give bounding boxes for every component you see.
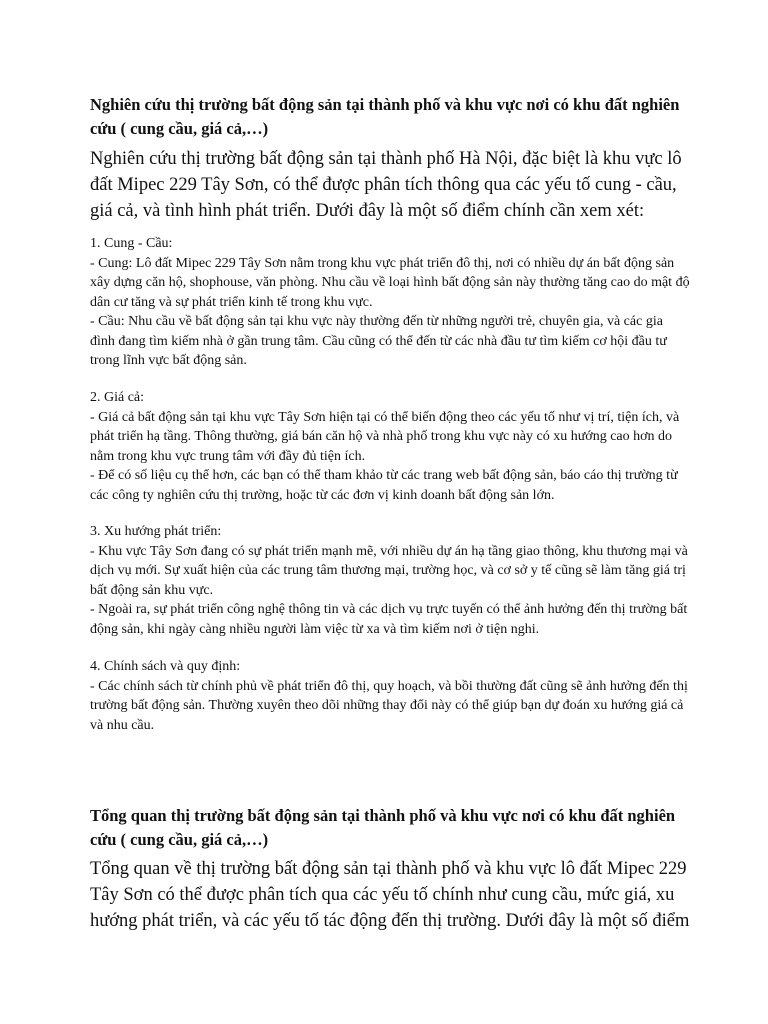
item-line: - Các chính sách từ chính phủ về phát triển đô thị, quy hoạch, và bồi thường đất cũng sẽ ảnh hưởng đến thị trường bất động sản. Thường xuyên theo dõi những thay đổi này có thể giúp bạn dự đoán xu hướng giá cả và nhu cầu.: [90, 678, 688, 733]
item-line: - Ngoài ra, sự phát triển công nghệ thông tin và các dịch vụ trực tuyến có thể ảnh hưởng đến thị trường bất động sản, khi ngày càng nhiều người làm việc từ xa và tìm kiếm nơi ở tiện nghi.: [90, 602, 688, 637]
item-xu-huong: [90, 522, 690, 639]
section-2-lead: Tổng quan về thị trường bất động sản tại thành phố và khu vực lô đất Mipec 229 Tây Sơn có thể được phân tích qua các yếu tố chính như cung cầu, mức giá, xu hướng phát triển, và các yếu tố tác động đến thị trường. Dưới đây là một số điểm: [90, 859, 690, 931]
item-line: - Khu vực Tây Sơn đang có sự phát triển mạnh mẽ, với nhiều dự án hạ tầng giao thông, khu thương mại và dịch vụ mới. Sự xuất hiện của các trung tâm thương mại, trường học, và cơ sở y tế cũng sẽ làm tăng giá trị bất động sản khu vực.: [90, 543, 688, 598]
item-title: 2. Giá cả:: [90, 390, 145, 405]
item-chinh-sach: [90, 657, 690, 735]
item-gia-ca: [90, 388, 690, 505]
section-1-lead: Nghiên cứu thị trường bất động sản tại thành phố Hà Nội, đặc biệt là khu vực lô đất Mipec 229 Tây Sơn, có thể được phân tích thông qua các yếu tố cung - cầu, giá cả, và tình hình phát triển. Dưới đây là một số điểm chính cần xem xét:: [90, 149, 682, 221]
section-1-heading: Nghiên cứu thị trường bất động sản tại thành phố và khu vực nơi có khu đất nghiên cứu ( cung cầu, giá cả,…): [90, 95, 680, 138]
item-cung-cau: [90, 234, 690, 371]
item-title: 4. Chính sách và quy định:: [90, 659, 241, 674]
section-2-heading: Tổng quan thị trường bất động sản tại thành phố và khu vực nơi có khu đất nghiên cứu ( cung cầu, giá cả,…): [90, 806, 676, 849]
item-line: - Cầu: Nhu cầu về bất động sản tại khu vực này thường đến từ những người trẻ, chuyên gia, và các gia đình đang tìm kiếm nhà ở gần trung tâm. Cầu cũng có thể đến từ các nhà đầu tư tìm kiếm cơ hội đầu tư trong lĩnh vực bất động sản.: [90, 314, 667, 368]
item-title: 3. Xu hướng phát triển:: [90, 524, 222, 539]
item-line: - Cung: Lô đất Mipec 229 Tây Sơn nằm trong khu vực phát triển đô thị, nơi có nhiều dự án bất động sản xây dựng căn hộ, shophouse, văn phòng. Nhu cầu về loại hình bất động sản này thường tăng cao do mật độ dân cư tăng và sự phát triển kinh tế trong khu vực.: [90, 255, 690, 310]
item-line: - Giá cả bất động sản tại khu vực Tây Sơn hiện tại có thể biến động theo các yếu tố như vị trí, tiện ích, và phát triển hạ tầng. Thông thường, giá bán căn hộ và nhà phố trong khu vực này có xu hướng cao hơn do nằm trong khu vực trung tâm với đầy đủ tiện ích.: [90, 409, 680, 464]
item-title: 1. Cung - Cầu:: [90, 236, 173, 251]
item-line: - Để có số liệu cụ thể hơn, các bạn có thể tham khảo từ các trang web bất động sản, báo cáo thị trường từ các công ty nghiên cứu thị trường, hoặc từ các đơn vị kinh doanh bất động sản lớn.: [90, 468, 678, 503]
